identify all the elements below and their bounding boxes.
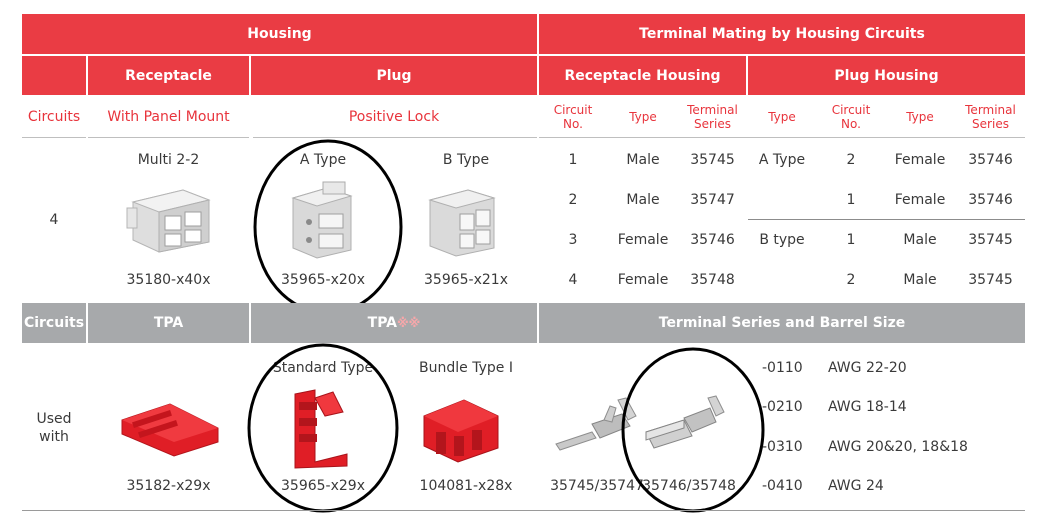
rh-type-4: Female — [617, 272, 669, 288]
barrel-code-1: -0110 — [762, 360, 803, 376]
rh-series-3: 35746 — [690, 232, 735, 248]
bundle-type-label: Bundle Type Ⅰ — [419, 360, 513, 376]
ph-circuit-4: 2 — [846, 272, 856, 288]
tpa2-label: TPA — [367, 315, 398, 331]
ph-series-1: 35746 — [968, 152, 1013, 168]
barrel-awg-2: AWG 18-14 — [828, 399, 907, 415]
plug-terminal-type-subheader: Type — [906, 110, 934, 124]
barrel-awg-4: AWG 24 — [828, 478, 884, 494]
ph-circuit-2: 1 — [846, 192, 856, 208]
plug-housing-header: Plug Housing — [748, 56, 1025, 95]
plug-terminal-series-subheader — [956, 97, 1025, 137]
plug-circuit-no-line2: No. — [841, 117, 861, 131]
rh-series-1: 35745 — [690, 152, 735, 168]
highlight-circle-female-terminal — [618, 344, 768, 516]
positive-lock-subheader: Positive Lock — [348, 109, 440, 125]
plug-terminal-series-line2: Series — [972, 117, 1009, 131]
barrel-awg-1: AWG 22-20 — [828, 360, 907, 376]
used-with-label — [22, 348, 86, 508]
circuit-no-line2: No. — [563, 117, 583, 131]
plug-circuit-no-subheader — [818, 97, 884, 137]
rh-type-1: Male — [626, 152, 660, 168]
highlight-circle-a-type — [250, 136, 406, 318]
section2-circuits-header: Circuits — [22, 303, 86, 343]
rh-type-3: Female — [617, 232, 669, 248]
circuit-no-line1: Circuit — [553, 103, 593, 117]
used-with-line1: Used — [36, 411, 72, 427]
standard-type-label: Standard Type — [272, 360, 374, 376]
rh-circuit-4: 4 — [568, 272, 578, 288]
rh-type-2: Male — [626, 192, 660, 208]
receptacle-housing-header: Receptacle Housing — [539, 56, 746, 95]
plug-b-part: 35965-x21x — [424, 272, 508, 288]
barrel-code-4: -0410 — [762, 478, 803, 494]
plug-header: Plug — [251, 56, 537, 95]
used-with-line2: with — [39, 429, 69, 445]
tpa-image — [118, 398, 222, 460]
female-terminal-parts: 35746/35748 — [642, 478, 736, 494]
tpa-part: 35182-x29x — [126, 478, 211, 494]
terminal-mating-header: Terminal Mating by Housing Circuits — [539, 14, 1025, 54]
plug-a-part: 35965-x20x — [281, 272, 365, 288]
ph-series-3: 35745 — [968, 232, 1013, 248]
highlight-circle-standard-tpa — [244, 340, 402, 516]
terminal-series-subheader — [679, 97, 746, 137]
subheader-divider-receptacle — [88, 137, 249, 138]
circuit-no-subheader — [539, 97, 607, 137]
subheader-divider-mating — [539, 137, 1025, 138]
ph-plugtype-2 — [748, 188, 816, 212]
plug-circuit-no-line1: Circuit — [831, 103, 871, 117]
barrel-code-2: -0210 — [762, 399, 803, 415]
circuits-subheader: Circuits — [27, 109, 81, 125]
receptacle-image — [125, 182, 215, 254]
rh-circuit-2: 2 — [568, 192, 578, 208]
receptacle-header: Receptacle — [88, 56, 249, 95]
rh-series-2: 35747 — [690, 192, 735, 208]
barrel-awg-3: AWG 20&20, 18&18 — [828, 439, 968, 455]
section2-tpa2-header — [251, 303, 537, 343]
ph-type-3: Male — [903, 232, 937, 248]
housing-header: Housing — [22, 14, 537, 54]
terminal-series-line2: Series — [694, 117, 731, 131]
plug-b-label: B Type — [442, 152, 490, 168]
receptacle-part: 35180-x40x — [126, 272, 211, 288]
terminal-barrel-header: Terminal Series and Barrel Size — [539, 303, 1025, 343]
plug-terminal-series-line1: Terminal — [965, 103, 1016, 117]
ph-plugtype-4 — [748, 268, 816, 292]
ph-plugtype-1: A Type — [758, 152, 806, 168]
terminal-series-line1: Terminal — [687, 103, 738, 117]
plug-housing-group-divider — [748, 219, 1025, 220]
subheader-divider-left — [22, 137, 86, 138]
ph-type-4: Male — [903, 272, 937, 288]
tpa2-marks: ※※ — [397, 316, 421, 330]
circuits-value: 4 — [49, 212, 59, 228]
ph-circuit-1: 2 — [846, 152, 856, 168]
circuits-blank-header — [22, 56, 86, 95]
section2-tpa-header: TPA — [88, 303, 249, 343]
plug-a-label: A Type — [299, 152, 347, 168]
with-panel-mount-subheader: With Panel Mount — [107, 109, 230, 125]
rh-circuit-1: 1 — [568, 152, 578, 168]
ph-plugtype-3: B type — [759, 232, 805, 248]
ph-series-2: 35746 — [968, 192, 1013, 208]
barrel-code-3: -0310 — [762, 439, 803, 455]
type-subheader: Type — [629, 110, 657, 124]
receptacle-label: Multi 2-2 — [137, 152, 200, 168]
male-terminal-parts: 35745/35747 — [550, 478, 644, 494]
rh-circuit-3: 3 — [568, 232, 578, 248]
ph-circuit-3: 1 — [846, 232, 856, 248]
bundle-type-part: 104081-x28x — [419, 478, 513, 494]
plug-b-image — [424, 184, 500, 258]
rh-series-4: 35748 — [690, 272, 735, 288]
ph-series-4: 35745 — [968, 272, 1013, 288]
table-bottom-border — [22, 510, 1025, 511]
plug-type-subheader: Type — [768, 110, 796, 124]
bundle-type-image — [420, 396, 502, 464]
standard-type-part: 35965-x29x — [281, 478, 365, 494]
ph-type-2: Female — [894, 192, 946, 208]
ph-type-1: Female — [894, 152, 946, 168]
